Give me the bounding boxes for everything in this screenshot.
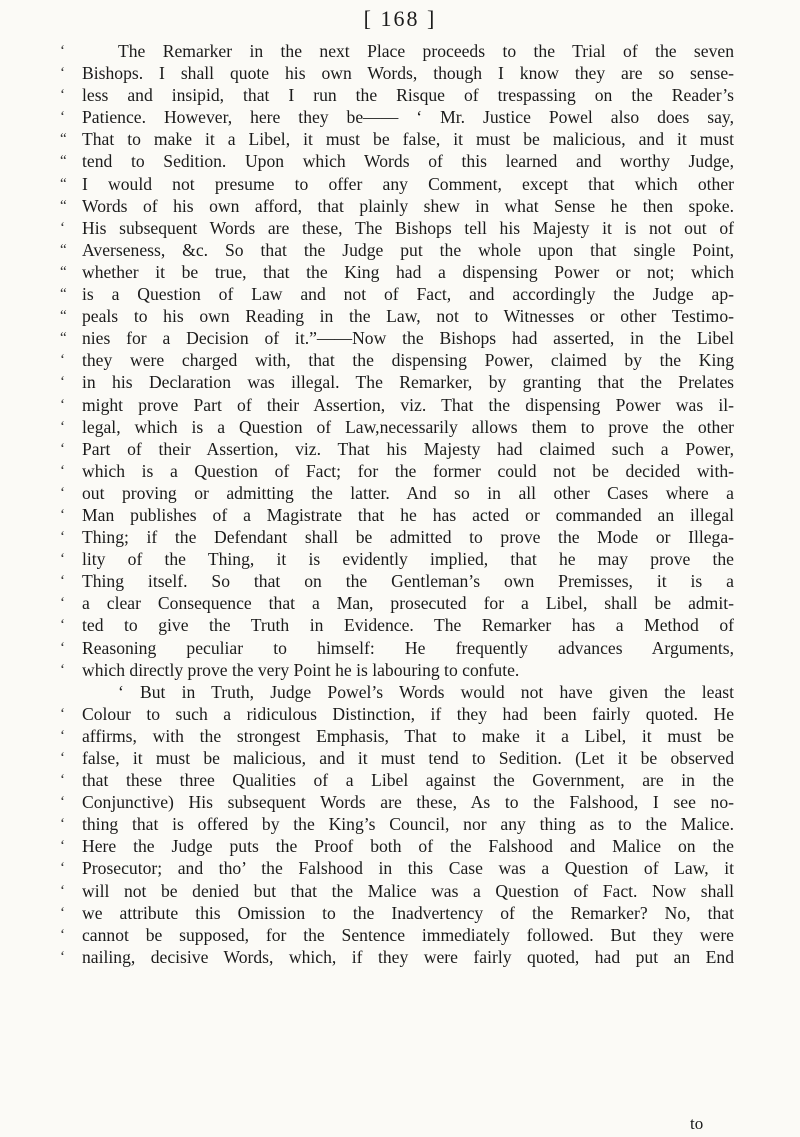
text-line bbox=[60, 482, 734, 504]
line-text: ted to give the Truth in Evidence. The Remarker has a Method of bbox=[82, 615, 734, 636]
text-line bbox=[60, 217, 734, 239]
line-text: whether it be true, that the King had a dispensing Power or not; which bbox=[82, 261, 734, 282]
quote-mark: ‘ bbox=[60, 573, 65, 590]
text-line bbox=[60, 62, 734, 84]
quote-mark: “ bbox=[60, 286, 67, 303]
text-line bbox=[60, 725, 734, 747]
line-text: that these three Qualities of a Libel against the Government, are in the bbox=[82, 770, 734, 791]
line-text: Thing itself. So that on the Gentleman’s own Premisses, it is a bbox=[82, 571, 734, 592]
text-line bbox=[60, 526, 734, 548]
quote-mark: ‘ bbox=[60, 374, 65, 391]
line-text: affirms, with the strongest Emphasis, That to make it a Libel, it must be bbox=[82, 725, 734, 746]
text-line bbox=[60, 614, 734, 636]
line-text: Conjunctive) His subsequent Words are these, As to the Falshood, I see no- bbox=[82, 792, 734, 813]
line-text: Averseness, &c. So that the Judge put the whole upon that single Point, bbox=[82, 239, 734, 260]
quote-mark: ‘ bbox=[60, 484, 65, 501]
line-text: Part of their Assertion, viz. That his Majesty had claimed such a Power, bbox=[82, 438, 734, 459]
text-line bbox=[60, 880, 734, 902]
text-line bbox=[60, 40, 734, 62]
text-line bbox=[60, 84, 734, 106]
text-line bbox=[60, 305, 734, 327]
quote-mark: ‘ bbox=[60, 639, 65, 656]
quote-mark: ‘ bbox=[60, 904, 65, 921]
line-text: nailing, decisive Words, which, if they were fairly quoted, had put an End bbox=[82, 946, 734, 967]
line-text: is a Question of Law and not of Fact, and accordingly the Judge ap- bbox=[82, 284, 734, 305]
quote-mark: ‘ bbox=[60, 529, 65, 546]
text-line bbox=[60, 924, 734, 946]
quote-mark: “ bbox=[60, 330, 67, 347]
text-line bbox=[60, 747, 734, 769]
quote-mark: ‘ bbox=[60, 926, 65, 943]
quote-mark: ‘ bbox=[60, 816, 65, 833]
text-line bbox=[60, 769, 734, 791]
quote-mark: ‘ bbox=[60, 750, 65, 766]
quote-mark: “ bbox=[60, 241, 67, 258]
line-text: Prosecutor; and tho’ the Falshood in this Case was a Question of Law, it bbox=[82, 858, 734, 879]
text-line bbox=[60, 570, 734, 592]
quote-mark: ‘ bbox=[60, 551, 65, 568]
text-line bbox=[60, 106, 734, 128]
quote-mark: ‘ bbox=[60, 396, 65, 413]
page-number: [ 168 ] bbox=[363, 6, 437, 31]
line-text: Patience. However, here they be—— ‘ Mr. Justice Powel also does say, bbox=[82, 107, 734, 128]
text-line bbox=[60, 460, 734, 482]
text-line bbox=[60, 548, 734, 570]
text-line bbox=[60, 857, 734, 879]
body-text bbox=[60, 40, 734, 968]
line-text: Here the Judge puts the Proof both of the Falshood and Malice on the bbox=[82, 836, 734, 857]
quote-mark: “ bbox=[60, 153, 67, 170]
text-line bbox=[60, 394, 734, 416]
line-text: Man publishes of a Magistrate that he has acted or commanded an illegal bbox=[82, 504, 734, 525]
text-line bbox=[60, 438, 734, 460]
quote-mark: ‘ bbox=[60, 772, 65, 789]
quote-mark: ‘ bbox=[60, 418, 65, 435]
quote-mark: ‘ bbox=[60, 506, 65, 523]
text-line bbox=[60, 150, 734, 172]
quote-mark: ‘ bbox=[60, 440, 65, 457]
line-text: Colour to such a ridiculous Distinction, if they had been fairly quoted. He bbox=[82, 703, 734, 724]
quote-mark: ‘ bbox=[60, 109, 65, 126]
line-text: false, it must be malicious, and it must tend to Sedition. (Let it be observed bbox=[82, 748, 734, 768]
quote-mark: “ bbox=[60, 308, 67, 325]
text-line bbox=[60, 902, 734, 924]
text-line bbox=[60, 703, 734, 725]
line-text: will not be denied but that the Malice was a Question of Fact. Now shall bbox=[82, 880, 734, 901]
line-text: legal, which is a Question of Law,necessarily allows them to prove the other bbox=[82, 416, 734, 437]
line-text: we attribute this Omission to the Inadvertency of the Remarker? No, that bbox=[82, 902, 734, 923]
quote-mark: ‘ bbox=[60, 794, 65, 811]
line-text: in his Declaration was illegal. The Remarker, by granting that the Prelates bbox=[82, 372, 734, 393]
line-text: The Remarker in the next Place proceeds to the Trial of the seven bbox=[118, 41, 734, 61]
quote-mark: “ bbox=[60, 197, 67, 214]
text-line bbox=[60, 283, 734, 305]
line-text: might prove Part of their Assertion, viz. That the dispensing Power was il- bbox=[82, 394, 734, 415]
quote-mark: ‘ bbox=[60, 948, 65, 965]
quote-mark: ‘ bbox=[60, 727, 65, 744]
line-text: Thing; if the Defendant shall be admitted to prove the Mode or Illega- bbox=[82, 527, 734, 548]
line-text: a clear Consequence that a Man, prosecuted for a Libel, shall be admit- bbox=[82, 593, 734, 614]
quote-mark: ‘ bbox=[60, 87, 65, 104]
line-text: cannot be supposed, for the Sentence immediately followed. But they were bbox=[82, 924, 734, 945]
line-text: out proving or admitting the latter. And so in all other Cases where a bbox=[82, 482, 734, 503]
line-text: tend to Sedition. Upon which Words of this learned and worthy Judge, bbox=[82, 151, 734, 172]
quote-mark: ‘ bbox=[60, 65, 65, 82]
text-line bbox=[60, 371, 734, 393]
quote-mark: ‘ bbox=[60, 43, 65, 59]
line-text: thing that is offered by the King’s Council, nor any thing as to the Malice. bbox=[82, 814, 734, 835]
quote-mark: ‘ bbox=[60, 860, 65, 877]
line-text: I would not presume to offer any Comment, except that which other bbox=[82, 173, 734, 194]
quote-mark: ‘ bbox=[60, 705, 65, 722]
catchword: to bbox=[690, 1114, 704, 1133]
text-line bbox=[60, 504, 734, 526]
text-line bbox=[60, 327, 734, 349]
quote-mark: ‘ bbox=[60, 352, 65, 369]
quote-mark: ‘ bbox=[60, 838, 65, 855]
quote-mark: “ bbox=[60, 263, 67, 280]
line-text: nies for a Decision of it.”——Now the Bishops had asserted, in the Libel bbox=[82, 328, 734, 349]
line-text: Reasoning peculiar to himself: He frequently advances Arguments, bbox=[82, 637, 734, 658]
text-line bbox=[60, 835, 734, 857]
quote-mark: ‘ bbox=[60, 462, 65, 479]
text-line bbox=[60, 791, 734, 813]
line-text: peals to his own Reading in the Law, not to Witnesses or other Testimo- bbox=[82, 306, 734, 327]
text-line bbox=[60, 592, 734, 614]
text-line bbox=[60, 637, 734, 659]
text-line bbox=[60, 416, 734, 438]
line-text: which directly prove the very Point he is labouring to confute. bbox=[82, 659, 520, 680]
text-line bbox=[60, 239, 734, 261]
text-line bbox=[60, 173, 734, 195]
text-line bbox=[82, 681, 734, 703]
text-line bbox=[60, 128, 734, 150]
line-text: they were charged with, that the dispensing Power, claimed by the King bbox=[82, 350, 734, 371]
text-line bbox=[60, 261, 734, 283]
text-line bbox=[60, 195, 734, 217]
text-line bbox=[60, 813, 734, 835]
quote-mark: ‘ bbox=[60, 595, 65, 612]
quote-mark: ‘ bbox=[60, 219, 65, 236]
text-line bbox=[60, 349, 734, 371]
line-text: Bishops. I shall quote his own Words, though I know they are so sense- bbox=[82, 63, 734, 84]
quote-mark: ‘ bbox=[60, 617, 65, 634]
quote-mark: ‘ bbox=[60, 882, 65, 899]
quote-mark: “ bbox=[60, 175, 67, 192]
quote-mark: ‘ bbox=[60, 661, 65, 678]
line-text: lity of the Thing, it is evidently implied, that he may prove the bbox=[82, 549, 734, 570]
line-text: Words of his own afford, that plainly shew in what Sense he then spoke. bbox=[82, 195, 734, 216]
line-text: ‘ But in Truth, Judge Powel’s Words would not have given the least bbox=[118, 681, 734, 702]
line-text: less and insipid, that I run the Risque of trespassing on the Reader’s bbox=[82, 85, 734, 106]
text-line bbox=[60, 946, 734, 968]
line-text: which is a Question of Fact; for the former could not be decided with- bbox=[82, 460, 734, 481]
text-line bbox=[60, 659, 734, 681]
quote-mark: “ bbox=[60, 131, 67, 148]
line-text: His subsequent Words are these, The Bishops tell his Majesty it is not out of bbox=[82, 217, 734, 238]
line-text: That to make it a Libel, it must be false, it must be malicious, and it must bbox=[82, 129, 734, 150]
